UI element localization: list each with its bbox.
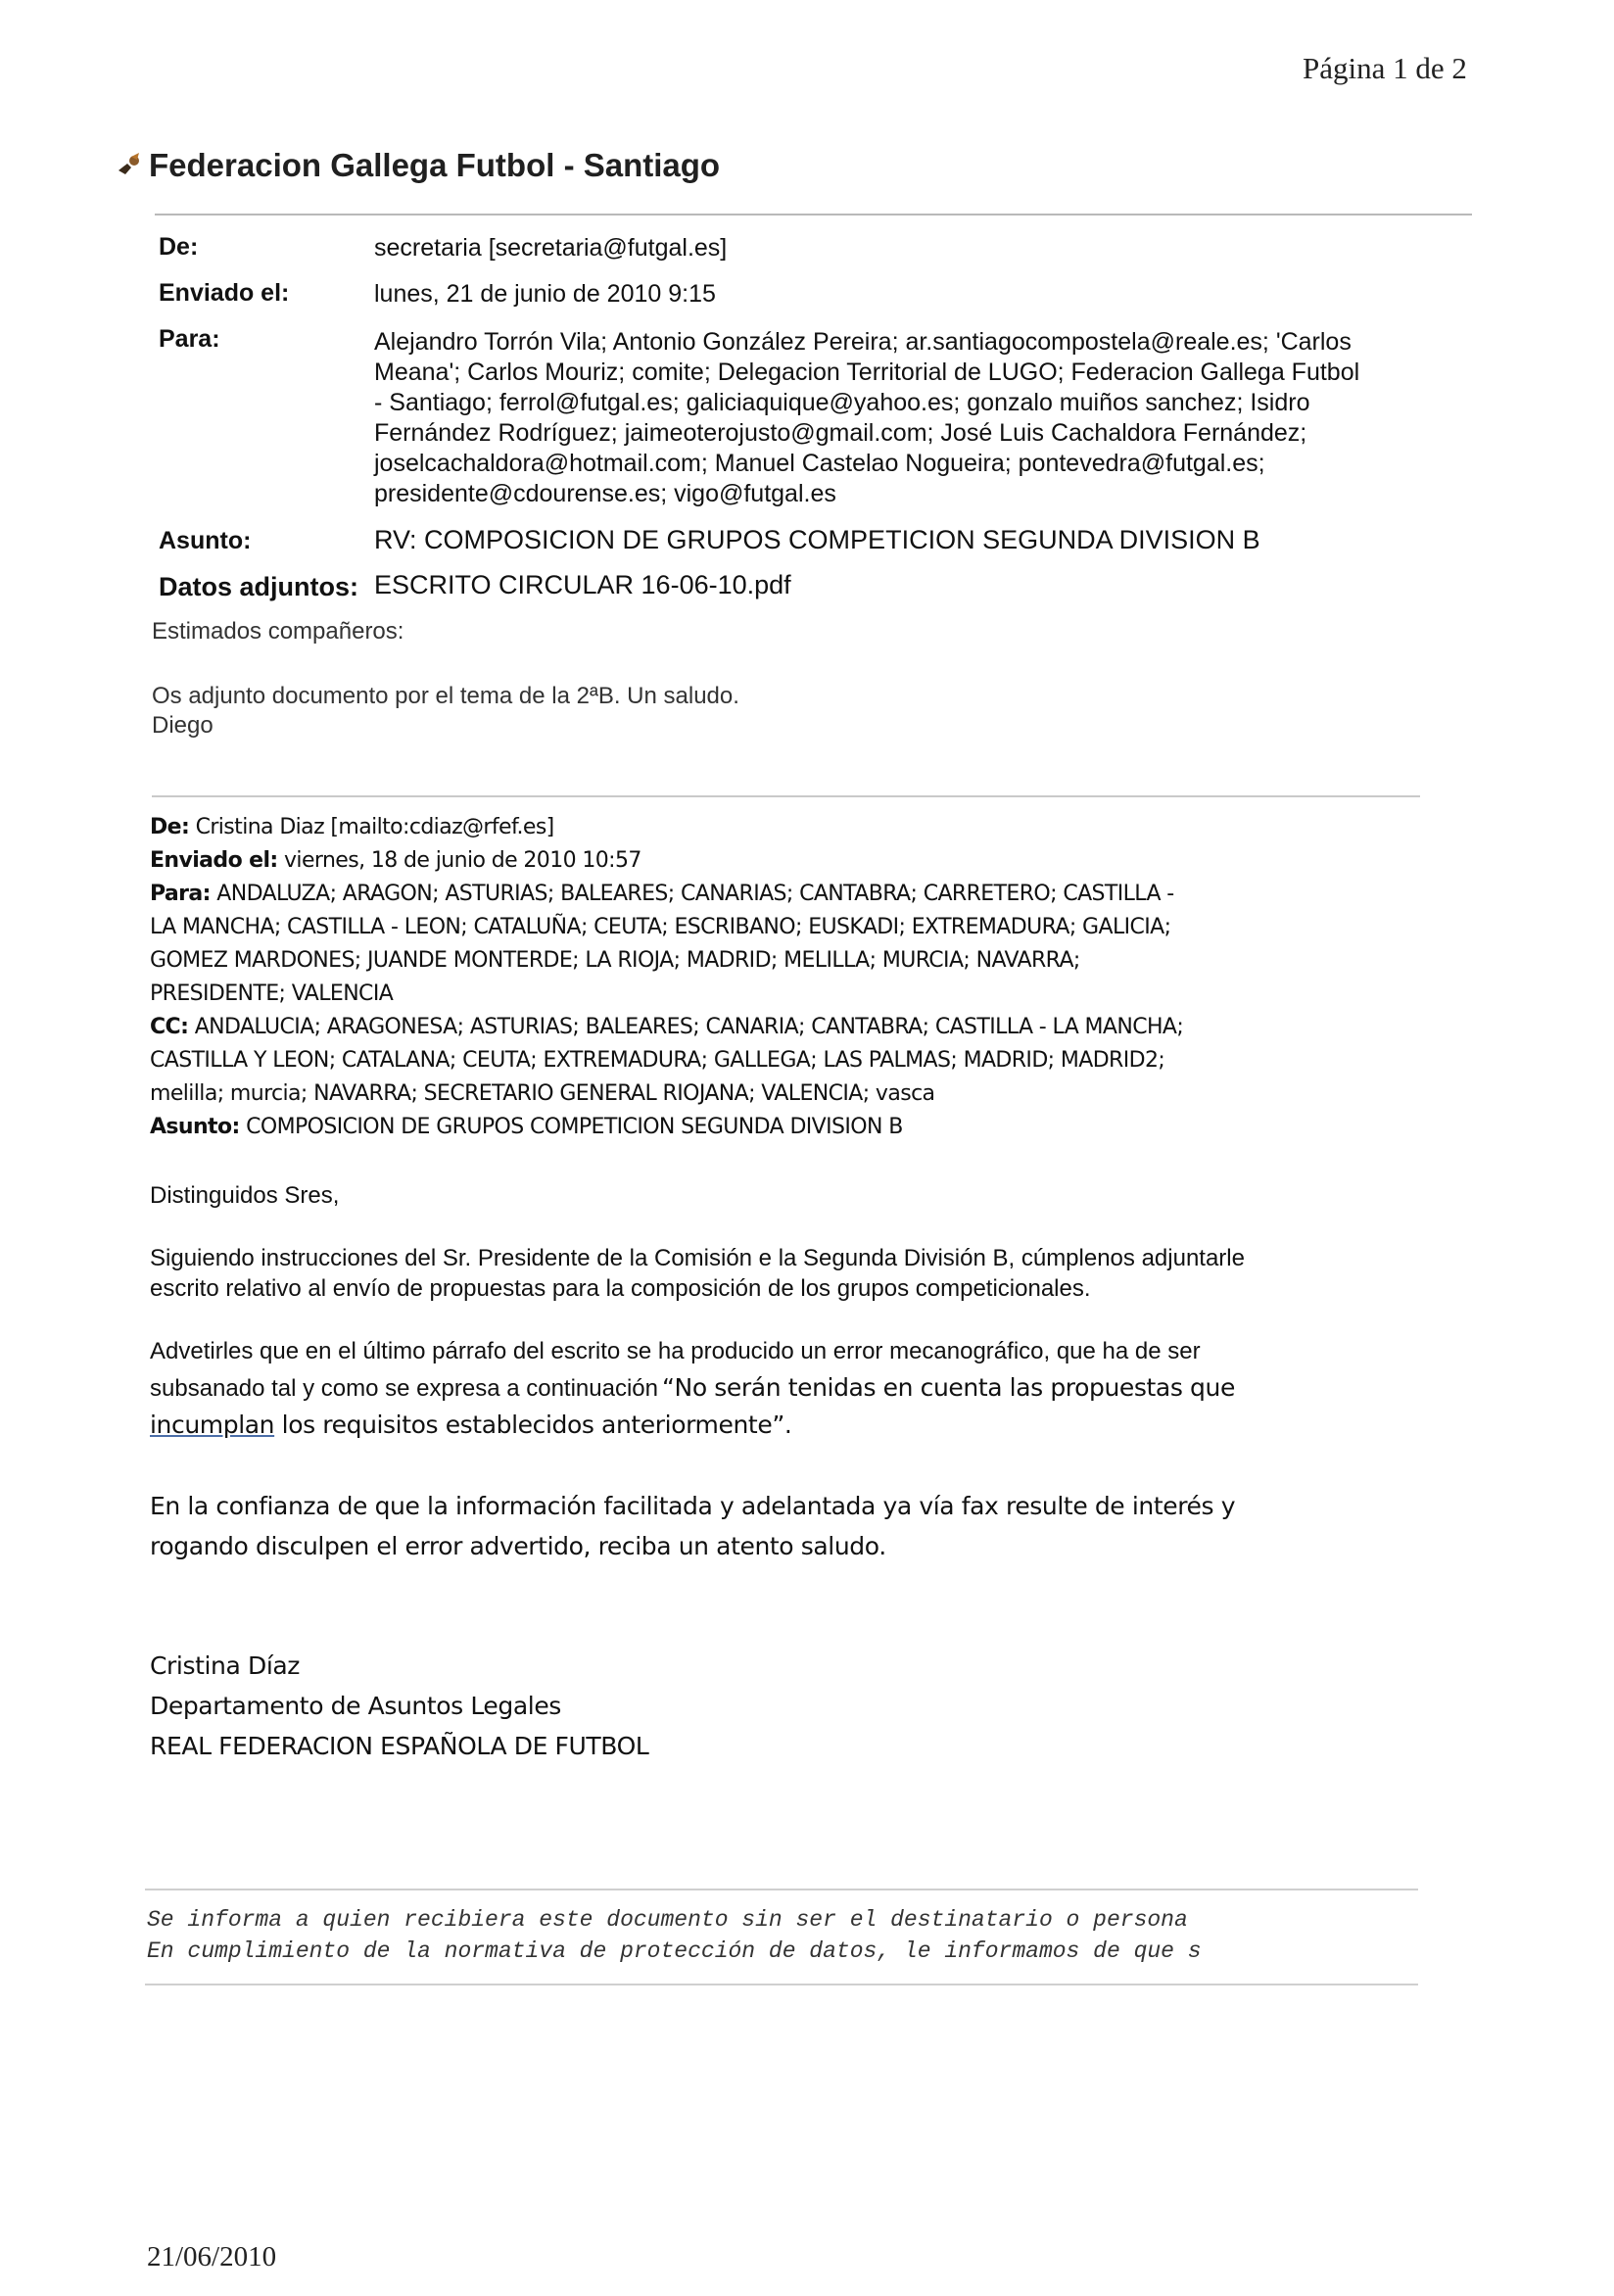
forward-divider bbox=[152, 795, 1420, 797]
fwd-sent-label: Enviado el: bbox=[150, 848, 278, 873]
footer-date: 21/06/2010 bbox=[147, 2241, 277, 2272]
to-recipients bbox=[374, 327, 1491, 509]
signature-block bbox=[150, 1646, 1452, 1766]
to-line: Meana'; Carlos Mouriz; comite; Delegacion Territorial de LUGO; Federacion Gallega Futbol bbox=[374, 359, 1360, 386]
subject-value: RV: COMPOSICION DE GRUPOS COMPETICION SEGUNDA DIVISION B bbox=[374, 525, 1260, 554]
salutation: Distinguidos Sres, bbox=[150, 1182, 340, 1209]
document-title bbox=[116, 147, 720, 184]
to-line: presidente@cdourense.es; vigo@futgal.es bbox=[374, 480, 836, 507]
to-line: Alejandro Torrón Vila; Antonio González Pereira; ar.santiagocompostela@reale.es; 'Carlos bbox=[374, 328, 1352, 356]
from-value: secretaria [secretaria@futgal.es] bbox=[374, 234, 728, 262]
disclaimer bbox=[147, 1904, 1202, 1967]
fwd-subject-label: Asunto: bbox=[150, 1115, 240, 1139]
fwd-from-row bbox=[150, 811, 1452, 844]
attachments-label: Datos adjuntos: bbox=[159, 572, 359, 601]
to-line: - Santiago; ferrol@futgal.es; galiciaquique@yahoo.es; gonzalo muiños sanchez; Isidro bbox=[374, 389, 1310, 416]
correction-intro: subsanado tal y como se expresa a continuación bbox=[150, 1375, 658, 1402]
fwd-to-label: Para: bbox=[150, 882, 211, 906]
greeting: Estimados compañeros: bbox=[152, 618, 404, 645]
federation-logo-icon bbox=[116, 151, 145, 180]
fwd-cc-line: melilla; murcia; NAVARRA; SECRETARIO GENERAL RIOJANA; VALENCIA; vasca bbox=[150, 1081, 935, 1106]
correction-quote: “No serán tenidas en cuenta las propuestas que bbox=[662, 1373, 1235, 1402]
fwd-to-row bbox=[150, 878, 1452, 911]
paragraph-instructions bbox=[150, 1243, 1452, 1304]
paragraph-line: Siguiendo instrucciones del Sr. Presidente de la Comisión e la Segunda División B, cúmplenos adjuntarle bbox=[150, 1245, 1245, 1271]
to-line: Fernández Rodríguez; jaimeoterojusto@gmail.com; José Luis Cachaldora Fernández; bbox=[374, 419, 1307, 447]
page-title: Federacion Gallega Futbol - Santiago bbox=[149, 147, 721, 183]
sent-label: Enviado el: bbox=[159, 279, 290, 307]
paragraph-line: rogando disculpen el error advertido, reciba un atento saludo. bbox=[150, 1532, 886, 1560]
fwd-to-line: PRESIDENTE; VALENCIA bbox=[150, 981, 394, 1006]
fwd-to-line: GOMEZ MARDONES; JUANDE MONTERDE; LA RIOJA; MADRID; MELILLA; MURCIA; NAVARRA; bbox=[150, 948, 1080, 973]
disclaimer-line: En cumplimiento de la normativa de protección de datos, le informamos de que s bbox=[147, 1938, 1202, 1964]
paragraph-line: escrito relativo al envío de propuestas para la composición de los grupos competicionales. bbox=[150, 1275, 1091, 1302]
fwd-subject-row bbox=[150, 1111, 1452, 1144]
paragraph-correction-line3 bbox=[150, 1405, 1452, 1445]
paragraph-line: En la confianza de que la información facilitada y adelantada ya vía fax resulte de interés y bbox=[150, 1492, 1236, 1520]
signature-name: Cristina Díaz bbox=[150, 1651, 301, 1680]
disclaimer-top-divider bbox=[145, 1889, 1418, 1890]
forwarded-header bbox=[150, 811, 1452, 1144]
sent-value: lunes, 21 de junio de 2010 9:15 bbox=[374, 280, 716, 308]
disclaimer-line: Se informa a quien recibiera este documento sin ser el destinatario o persona bbox=[147, 1907, 1188, 1933]
fwd-to-line: LA MANCHA; CASTILLA - LEON; CATALUÑA; CEUTA; ESCRIBANO; EUSKADI; EXTREMADURA; GALICIA; bbox=[150, 915, 1171, 939]
fwd-from-value: Cristina Diaz [mailto:cdiaz@rfef.es] bbox=[195, 815, 554, 839]
signature-organization: REAL FEDERACION ESPAÑOLA DE FUTBOL bbox=[150, 1732, 649, 1760]
attachment-file[interactable]: ESCRITO CIRCULAR 16-06-10.pdf bbox=[374, 570, 791, 599]
paragraph-closing bbox=[150, 1486, 1452, 1566]
correction-rest: los requisitos establecidos anteriormente”. bbox=[274, 1411, 792, 1439]
body-line: Os adjunto documento por el tema de la 2ªB. Un saludo. bbox=[152, 683, 739, 709]
fwd-sent-row bbox=[150, 844, 1452, 878]
fwd-cc-row bbox=[150, 1011, 1452, 1044]
fwd-cc-label: CC: bbox=[150, 1015, 189, 1039]
title-divider bbox=[155, 214, 1472, 215]
page-number: Página 1 de 2 bbox=[1303, 51, 1467, 85]
fwd-cc-value: ANDALUCIA; ARAGONESA; ASTURIAS; BALEARES; CANARIA; CANTABRA; CASTILLA - LA MANCHA; bbox=[194, 1015, 1184, 1039]
fwd-sent-value: viernes, 18 de junio de 2010 10:57 bbox=[284, 848, 641, 873]
subject-label: Asunto: bbox=[159, 527, 252, 554]
highlighted-word: incumplan bbox=[150, 1411, 275, 1439]
to-line: joselcachaldora@hotmail.com; Manuel Castelao Nogueira; pontevedra@futgal.es; bbox=[374, 450, 1265, 477]
paragraph-correction-line1: Advetirles que en el último párrafo del escrito se ha producido un error mecanográfico, que ha de ser bbox=[150, 1338, 1201, 1364]
fwd-subject-value: COMPOSICION DE GRUPOS COMPETICION SEGUNDA DIVISION B bbox=[246, 1115, 903, 1139]
fwd-cc-line: CASTILLA Y LEON; CATALANA; CEUTA; EXTREMADURA; GALLEGA; LAS PALMAS; MADRID; MADRID2; bbox=[150, 1048, 1165, 1073]
paragraph-correction-line2 bbox=[150, 1367, 1482, 1408]
body-signoff: Diego bbox=[152, 712, 214, 739]
to-label: Para: bbox=[159, 325, 220, 353]
from-label: De: bbox=[159, 233, 199, 261]
fwd-from-label: De: bbox=[150, 815, 190, 839]
fwd-to-value: ANDALUZA; ARAGON; ASTURIAS; BALEARES; CANARIAS; CANTABRA; CARRETERO; CASTILLA - bbox=[216, 882, 1174, 906]
signature-department: Departamento de Asuntos Legales bbox=[150, 1692, 561, 1720]
disclaimer-bottom-divider bbox=[145, 1984, 1418, 1985]
